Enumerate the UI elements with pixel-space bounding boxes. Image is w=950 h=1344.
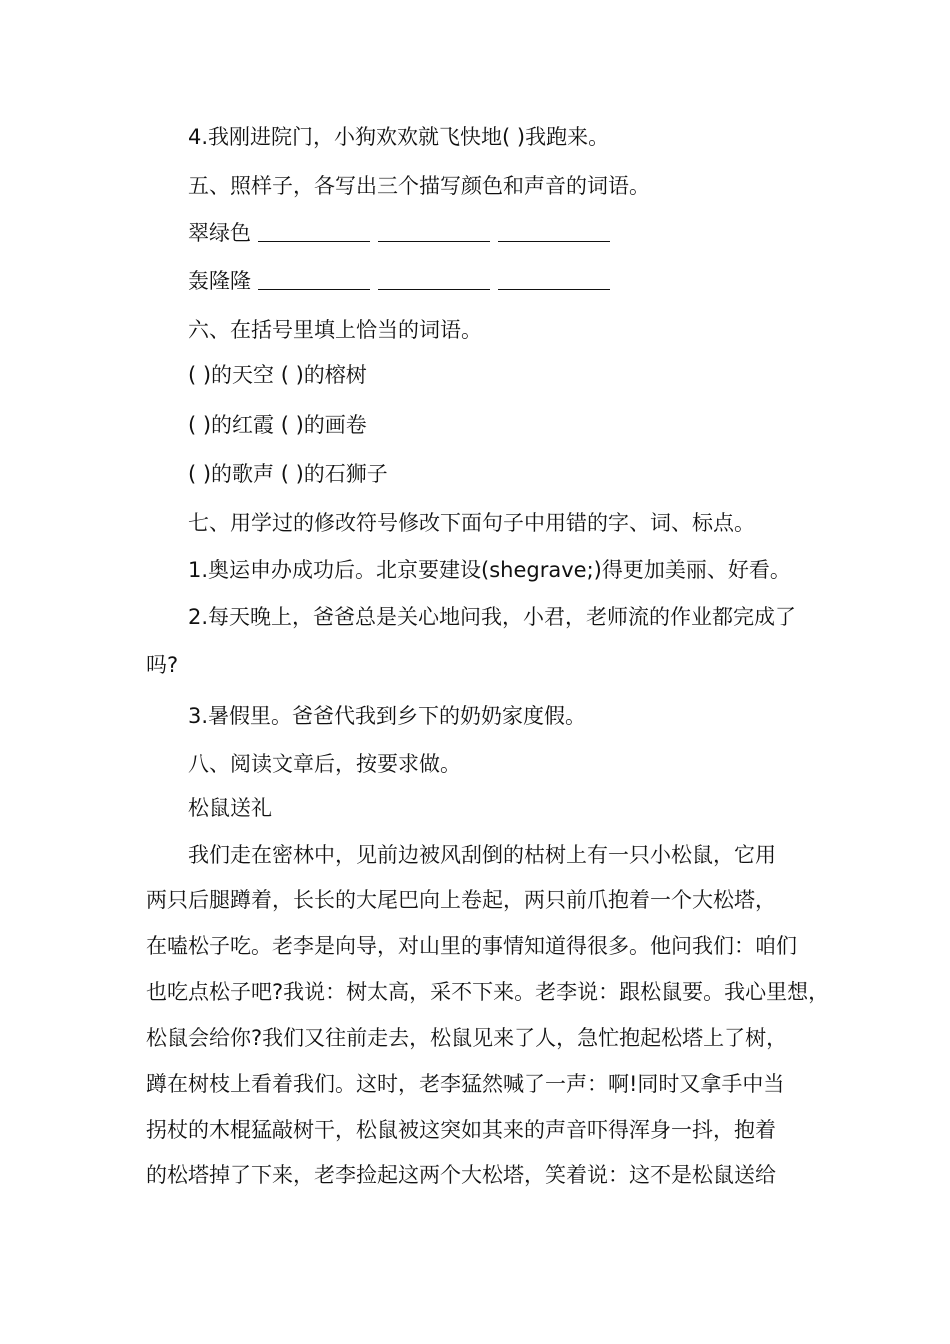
section-6-item-1: ( )的天空 ( )的榕树 [188, 363, 367, 387]
story-title: 松鼠送礼 [188, 796, 272, 820]
story-line: 在嗑松子吃。老李是向导，对山里的事情知道得很多。他问我们：咱们 [146, 934, 797, 958]
story-line: 拐杖的木棍猛敲树干，松鼠被这突如其来的声音吓得浑身一抖，抱着 [146, 1118, 776, 1142]
answer-blank [498, 221, 610, 242]
section-6-item-2: ( )的红霞 ( )的画卷 [188, 413, 367, 437]
section-7-heading: 七、用学过的修改符号修改下面句子中用错的字、词、标点。 [188, 511, 755, 535]
section-6-heading: 六、在括号里填上恰当的词语。 [188, 318, 482, 342]
section-7-item-1: 1.奥运申办成功后。北京要建设(shegrave;)得更加美丽、好看。 [188, 558, 791, 582]
story-line: 蹲在树枝上看着我们。这时，老李猛然喊了一声：啊!同时又拿手中当 [146, 1072, 785, 1096]
answer-blank [378, 269, 490, 290]
answer-blank [498, 269, 610, 290]
section-5-heading: 五、照样子，各写出三个描写颜色和声音的词语。 [188, 174, 650, 198]
story-line: 也吃点松子吧?我说：树太高，采不下来。老李说：跟松鼠要。我心里想， [146, 980, 830, 1004]
story-line: 的松塔掉了下来，老李捡起这两个大松塔，笑着说：这不是松鼠送给 [146, 1163, 776, 1187]
question-4-line: 4.我刚进院门，小狗欢欢就飞快地( )我跑来。 [188, 125, 610, 149]
sound-word-example: 轰隆隆 [188, 269, 251, 293]
color-word-example: 翠绿色 [188, 221, 251, 245]
section-5-sound-row [188, 266, 618, 296]
section-5-color-row [188, 218, 618, 248]
answer-blank [258, 221, 370, 242]
answer-blank [258, 269, 370, 290]
section-6-item-3: ( )的歌声 ( )的石狮子 [188, 462, 388, 486]
section-7-item-2-cont: 吗? [146, 653, 179, 677]
story-line: 我们走在密林中，见前边被风刮倒的枯树上有一只小松鼠，它用 [188, 843, 776, 867]
section-7-item-3: 3.暑假里。爸爸代我到乡下的奶奶家度假。 [188, 704, 587, 728]
section-8-heading: 八、阅读文章后，按要求做。 [188, 752, 461, 776]
story-line: 两只后腿蹲着，长长的大尾巴向上卷起，两只前爪抱着一个大松塔， [146, 888, 776, 912]
section-7-item-2: 2.每天晚上，爸爸总是关心地问我，小君，老师流的作业都完成了 [188, 605, 797, 629]
story-line: 松鼠会给你?我们又往前走去，松鼠见来了人，急忙抱起松塔上了树， [146, 1026, 788, 1050]
answer-blank [378, 221, 490, 242]
